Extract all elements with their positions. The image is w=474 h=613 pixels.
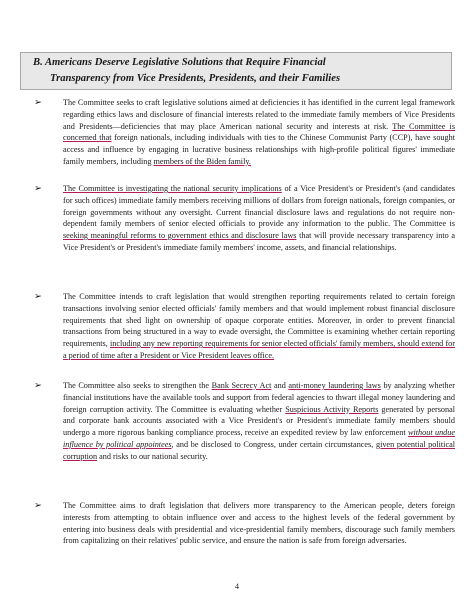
paragraph-text: The Committee also seeks to strengthen the <box>63 381 212 390</box>
paragraph-1 <box>63 97 455 168</box>
paragraph-5 <box>63 500 455 547</box>
section-heading-line-2: Transparency from Vice Presidents, Presidents, and their Families <box>50 72 341 84</box>
underlined-highlight: Suspicious Activity Reports <box>285 404 379 414</box>
section-heading <box>33 55 449 86</box>
bullet-arrow-icon: ➢ <box>34 381 42 391</box>
paragraph-text: The Committee intends to craft legislation that would strengthen reporting requirements related to certain foreign transactions involving senior elected officials' family members and that would implement robust financial disclosure requirements that shed light on ownership of opaque corporate entities. Moreover, in order to prevent financial transactions from being structured in a way to evade oversight, the Committee is examining whether certain reporting requirements, <box>63 292 455 348</box>
bullet-arrow-icon: ➢ <box>34 184 42 194</box>
italic-underlined-highlight: without undue influence by political appointees <box>63 428 455 449</box>
paragraph-text: , and be disclosed to Congress, under certain circumstances, <box>171 439 376 449</box>
paragraph-text: foreign nationals, including individuals with ties to the Chinese Communist Party (CCP), have sought access and influence by engaging in lucrative business relationships with high-profile political figures' immediate family members, including <box>63 133 455 166</box>
paragraph-4 <box>63 380 455 462</box>
bullet-arrow-icon: ➢ <box>34 292 42 302</box>
section-heading-line-1: B. Americans Deserve Legislative Solutions that Require Financial <box>33 57 326 68</box>
bullet-arrow-icon: ➢ <box>34 98 42 108</box>
underlined-highlight: The Committee is concerned that <box>63 121 456 143</box>
underlined-highlight: Bank Secrecy Act <box>211 381 272 390</box>
underlined-highlight: anti-money laundering laws <box>288 381 381 390</box>
bullet-arrow-icon: ➢ <box>34 501 42 511</box>
paragraph-text: of a Vice President's or President's (and candidates for such offices) immediate family members receiving millions of dollars from foreign nationals, foreign companies, or foreign governments without any oversight. Current financial disclosure laws and regulations do not require non-dependent family members of senior elected officials to provide any information to the public. The Committee is <box>63 184 455 229</box>
underlined-highlight: members of the Biden family. <box>153 156 251 166</box>
underlined-highlight: including any new reporting requirements for senior elected officials' family members, should extend for a period of time after a President or Vice President leaves office. <box>63 339 455 360</box>
paragraph-text: and <box>271 381 289 390</box>
paragraph-text: and risks to our national security. <box>97 451 208 461</box>
underlined-highlight: The Committee is investigating the national security implications <box>63 184 282 193</box>
paragraph-text: The Committee aims to draft legislation that delivers more transparency to the American people, deters foreign interests from attempting to obtain influence over and access to the highest levels of the federal government by entering into business deals with presidential and vice-presidential family members, discourage such family members from capitalizing on their relatives' public service, and ensure the nation is safe from foreign adversaries. <box>63 501 455 546</box>
paragraph-text: generated by personal and corporate bank accounts associated with a Vice President's or President's immediate family members should undergo a more rigorous banking compliance process, receive an expedited review by law enforcement <box>63 404 455 437</box>
page-number: 4 <box>235 582 239 591</box>
paragraph-2 <box>63 183 455 254</box>
paragraph-text: The Committee seeks to craft legislative solutions aimed at deficiencies it has identified in the current legal framework regarding ethics laws and disclosure of financial interests related to the immediate family members of Vice Presidents and Presidents—deficiencies that may place American national security and interests at risk. <box>63 98 455 131</box>
paragraph-text: that will provide necessary transparency into a Vice President's or President's immediate family members' income, assets, and financial relationships. <box>63 231 456 252</box>
underlined-highlight: seeking meaningful reforms to government ethics and disclosure laws <box>63 231 297 240</box>
paragraph-3 <box>63 291 455 362</box>
paragraph-text: by analyzing whether financial institutions have the available tools and support from federal agencies to thwart illegal money laundering and foreign corruption activity. The Committee is evaluating whether <box>63 381 456 414</box>
underlined-highlight: given potential political corruption <box>63 439 455 461</box>
